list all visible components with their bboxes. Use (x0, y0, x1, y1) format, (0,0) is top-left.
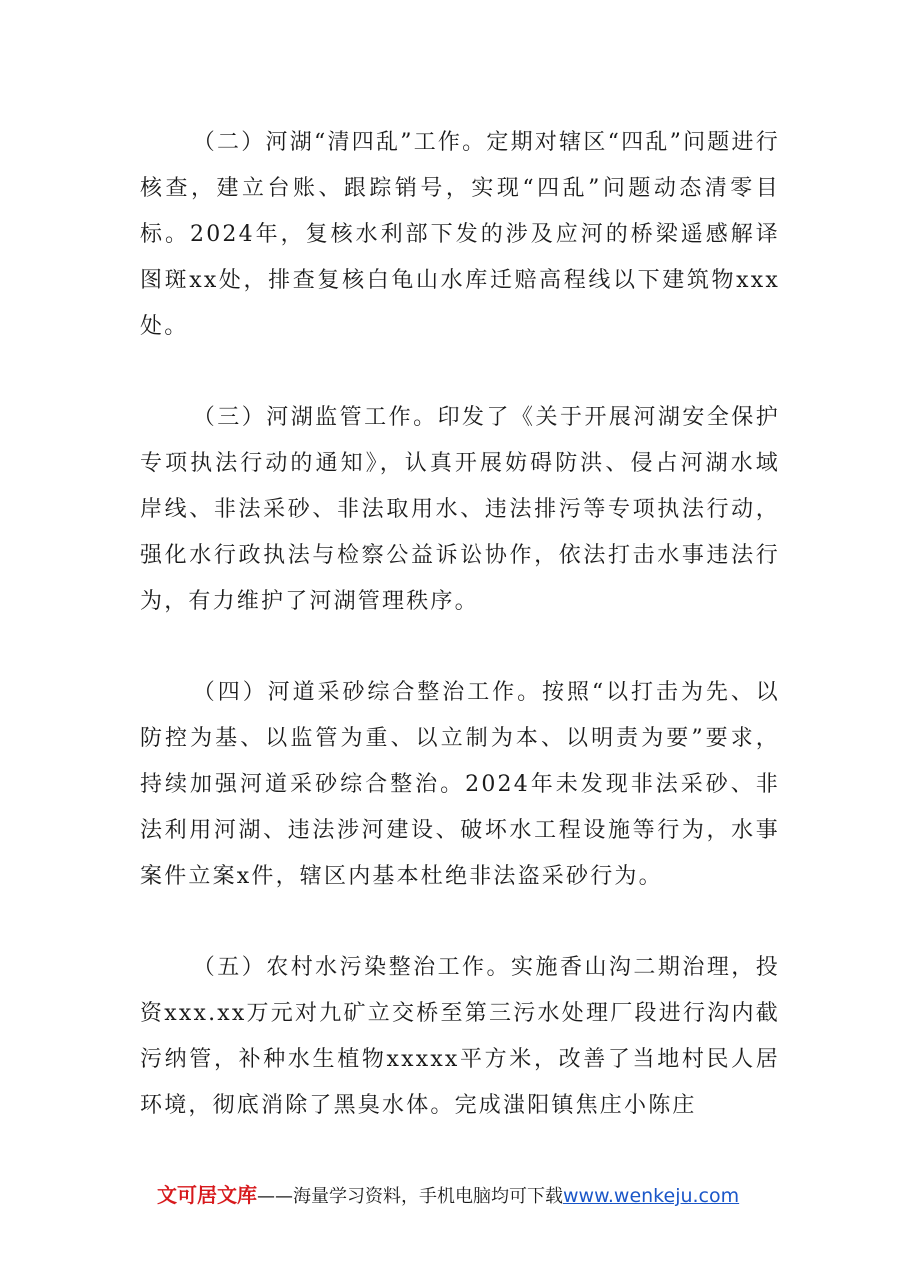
footer-link[interactable]: www.wenkeju.com (563, 1185, 740, 1207)
paragraph-section-3: （三）河湖监管工作。印发了《关于开展河湖安全保护专项执法行动的通知》，认真开展妨碍防洪、侵占河湖水域岸线、非法采砂、非法取用水、违法排污等专项执法行动，强化水行政执法与检察公益诉讼协作，依法打击水事违法行为，有力维护了河湖管理秩序。 (140, 405, 780, 614)
paragraph-section-4: （四）河道采砂综合整治工作。按照“以打击为先、以防控为基、以监管为重、以立制为本、以明责为要”要求，持续加强河道采砂综合整治。2024年未发现非法采砂、非法利用河湖、违法涉河建设、破坏水工程设施等行为，水事案件立案x件，辖区内基本杜绝非法盗采砂行为。 (140, 680, 780, 889)
footer-banner (157, 1182, 739, 1210)
paragraph-section-2: （二）河湖“清四乱”工作。定期对辖区“四乱”问题进行核查，建立台账、跟踪销号，实现“四乱”问题动态清零目标。2024年，复核水利部下发的涉及应河的桥梁遥感解译图斑xx处，排查复核白龟山水库迁赔高程线以下建筑物xxx处。 (140, 130, 780, 339)
footer-description: ——海量学习资料，手机电脑均可下载 (257, 1186, 563, 1207)
paragraph-section-5: （五）农村水污染整治工作。实施香山沟二期治理，投资xxx.xx万元对九矿立交桥至第三污水处理厂段进行沟内截污纳管，补种水生植物xxxxx平方米，改善了当地村民人居环境，彻底消除了黑臭水体。完成滍阳镇焦庄小陈庄 (140, 955, 780, 1118)
footer-brand: 文可居文库 (157, 1183, 257, 1207)
